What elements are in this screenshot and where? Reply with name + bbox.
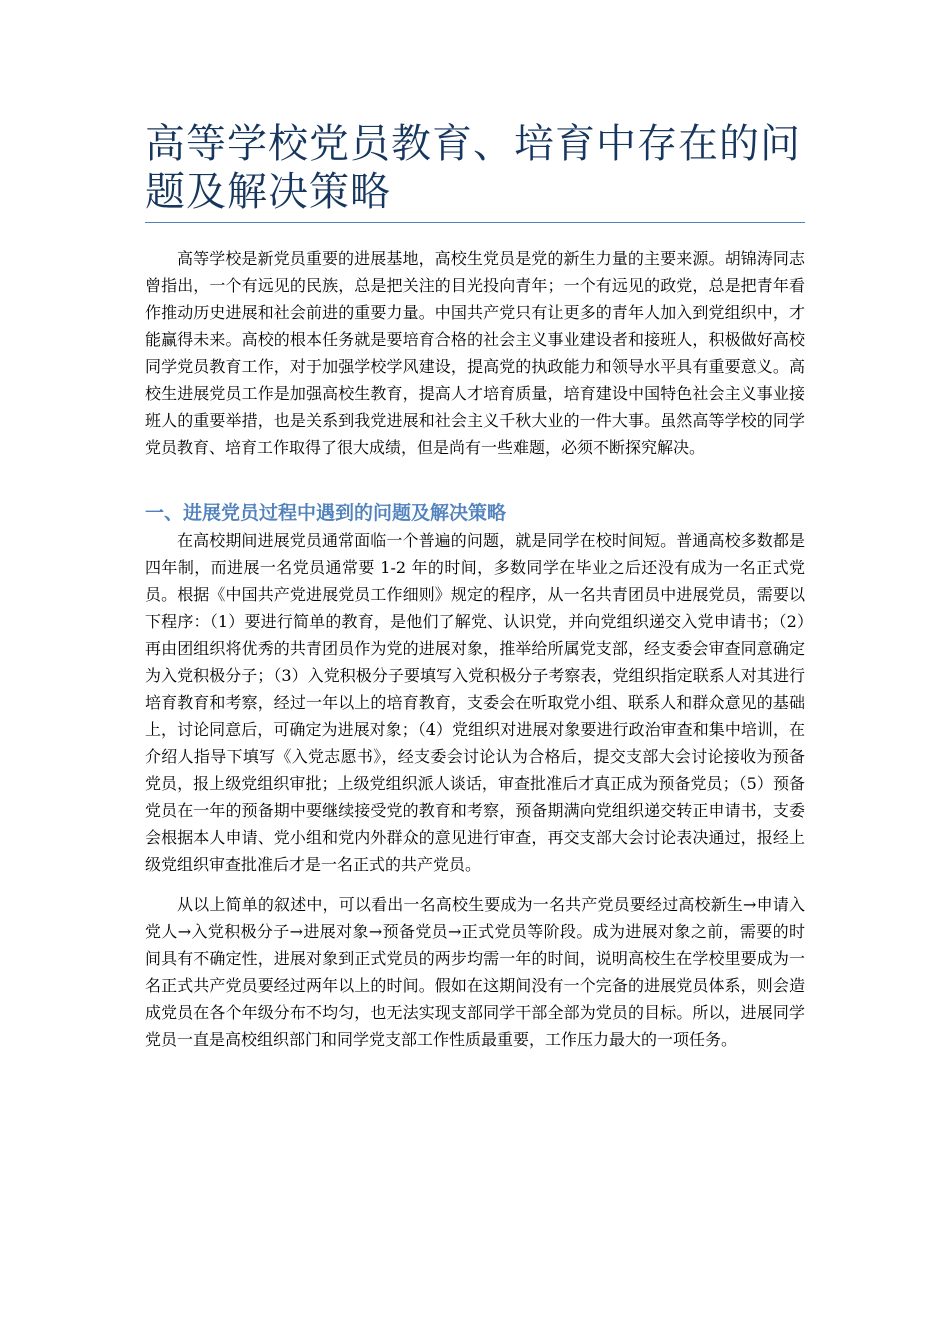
intro-paragraph: 高等学校是新党员重要的进展基地，高校生党员是党的新生力量的主要来源。胡锦涛同志曾指出，一个有远见的民族，总是把关注的目光投向青年；一个有远见的政党，总是把青年看作推动历史进展和社会前进的重要力量。中国共产党只有让更多的青年人加入到党组织中，才能赢得未来。高校的根本任务就是要培育合格的社会主义事业建设者和接班人，积极做好高校同学党员教育工作，对于加强学校学风建设，提高党的执政能力和领导水平具有重要意义。高校生进展党员工作是加强高校生教育，提高人才培育质量，培育建设中国特色社会主义事业接班人的重要举措，也是关系到我党进展和社会主义千秋大业的一件大事。虽然高等学校的同学党员教育、培育工作取得了很大成绩，但是尚有一些难题，必须不断探究解决。 [145, 249, 805, 457]
section-heading: 一、进展党员过程中遇到的问题及解决策略 [145, 502, 507, 524]
section-paragraph-2: 从以上简单的叙述中，可以看出一名高校生要成为一名共产党员要经过高校新生→申请入党人→入党积极分子→进展对象→预备党员→正式党员等阶段。成为进展对象之前，需要的时间具有不确定性，进展对象到正式党员的两步均需一年的时间，说明高校生在学校里要成为一名正式共产党员要经过两年以上的时间。假如在这期间没有一个完备的进展党员体系，则会造成党员在各个年级分布不均匀，也无法实现支部同学干部全部为党员的目标。所以，进展同学党员一直是高校组织部门和同学党支部工作性质最重要，工作压力最大的一项任务。 [145, 895, 805, 1049]
document-title: 高等学校党员教育、培育中存在的问题及解决策略 [145, 120, 805, 223]
document-page [145, 120, 805, 1053]
section-paragraph-1: 在高校期间进展党员通常面临一个普遍的问题，就是同学在校时间短。普通高校多数都是四年制，而进展一名党员通常要 1-2 年的时间，多数同学在毕业之后还没有成为一名正式党员。根据《中国共产党进展党员工作细则》规定的程序，从一名共青团员中进展党员，需要以下程序：（1）要进行简单的教育，是他们了解党、认识党，并向党组织递交入党申请书；（2）再由团组织将优秀的共青团员作为党的进展对象，推举给所属党支部，经支委会审查同意确定为入党积极分子；（3）入党积极分子要填写入党积极分子考察表，党组织指定联系人对其进行培育教育和考察，经过一年以上的培育教育，支委会在听取党小组、联系人和群众意见的基础上，讨论同意后，可确定为进展对象；（4）党组织对进展对象要进行政治审查和集中培训，在介绍人指导下填写《入党志愿书》，经支委会讨论认为合格后，提交支部大会讨论接收为预备党员，报上级党组织审批；上级党组织派人谈话，审查批准后才真正成为预备党员；（5）预备党员在一年的预备期中要继续接受党的教育和考察，预备期满向党组织递交转正申请书，支委会根据本人申请、党小组和党内外群众的意见进行审查，再交支部大会讨论表决通过，报经上级党组织审查批准后才是一名正式的共产党员。 [145, 531, 805, 874]
